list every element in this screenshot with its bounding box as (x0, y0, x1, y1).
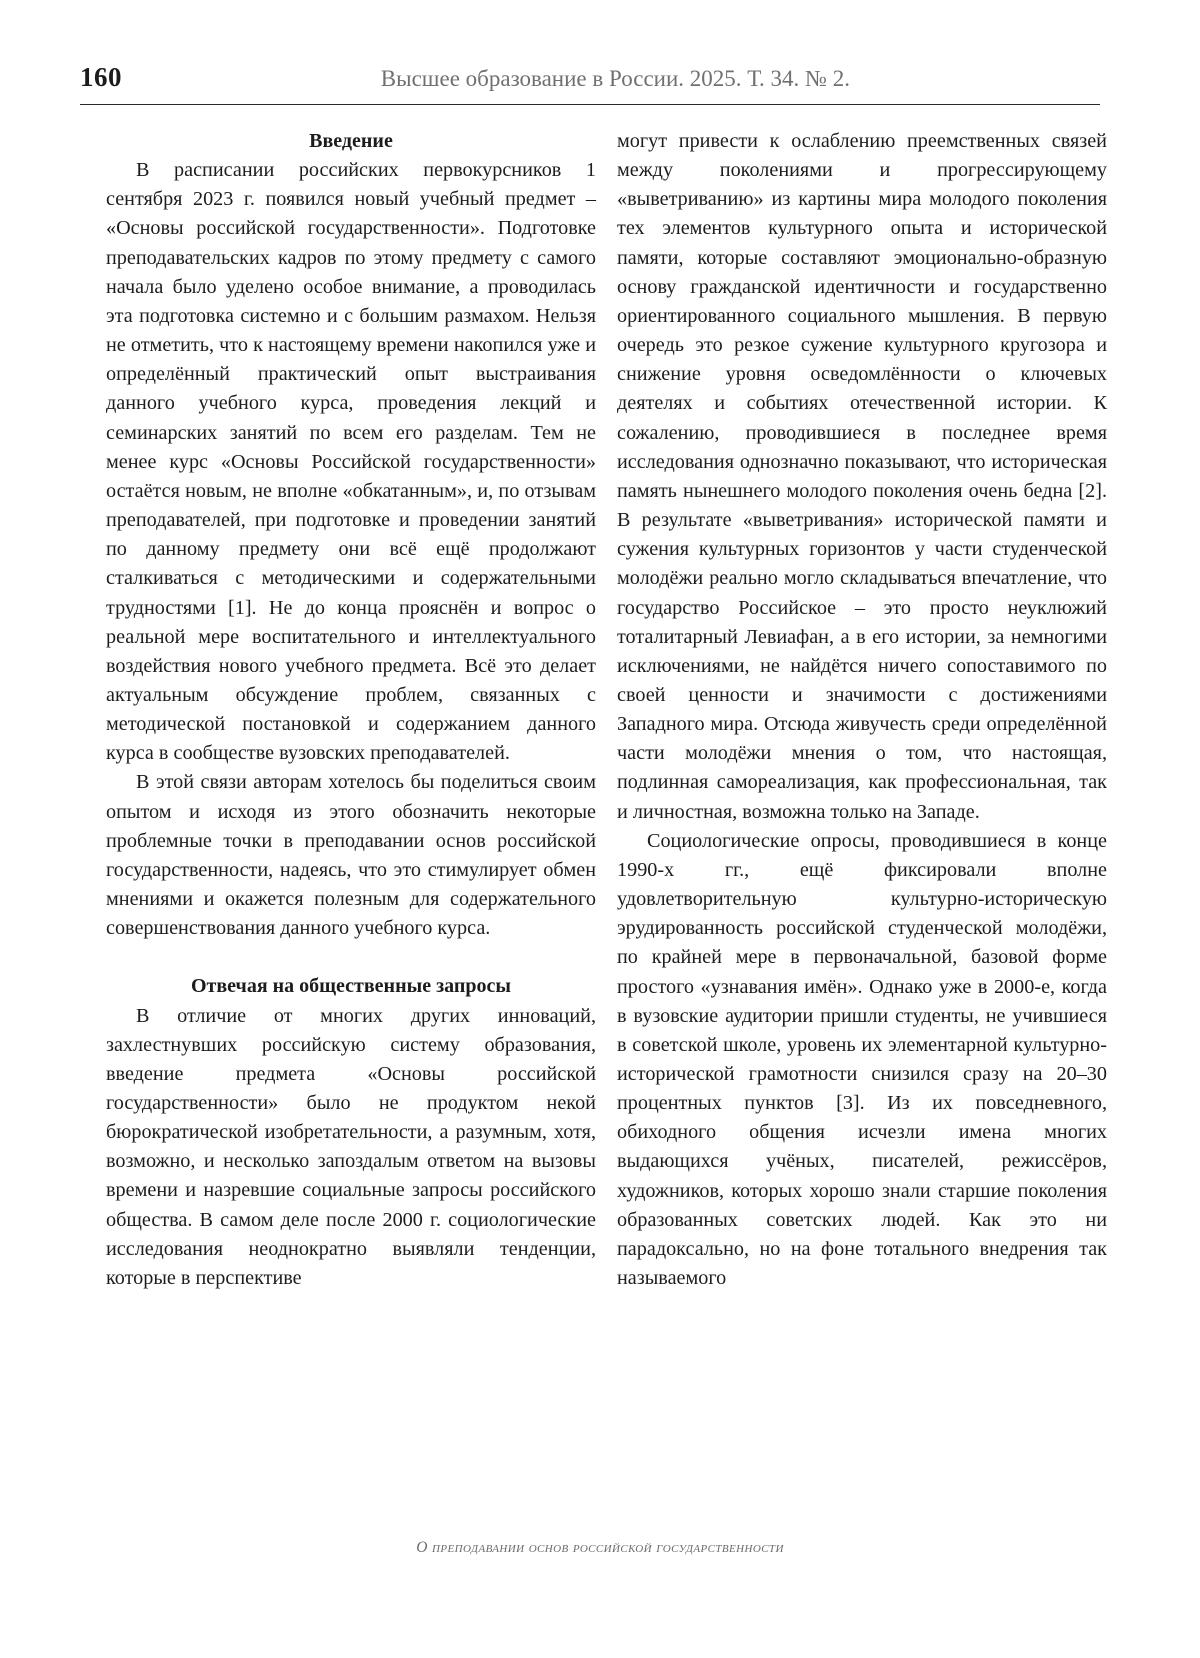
right-column (617, 127, 1107, 1293)
paragraph: В расписании российских первокурсников 1 сентября 2023 г. появился новый учебный предмет – «Основы российской государственности». Подготовке преподавательских кадров по этому предмету с самого начала было уделено особое внимание, а проводилась эта подготовка системно и с большим размахом. Нельзя не отметить, что к настоящему времени накопился уже и определённый практический опыт выстраивания данного учебного курса, проведения лекций и семинарских занятий по всем его разделам. Тем не менее курс «Основы Российской государственности» остаётся новым, не вполне «обкатанным», и, по отзывам преподавателей, при подготовке и проведении занятий по данному предмету они всё ещё продолжают сталкиваться с методическими и содержательными трудностями [1]. Не до конца прояснён и вопрос о реальной мере воспитательного и интеллектуального воздействия нового учебного предмета. Всё это делает актуальным обсуждение проблем, связанных с методической постановкой и содержанием данного курса в сообществе вузовских преподавателей. (106, 159, 596, 765)
journal-running-head: Высшее образование в России. 2025. Т. 34. № 2. (380, 66, 850, 91)
left-column (106, 127, 596, 1293)
paragraph: В этой связи авторам хотелось бы поделиться своим опытом и исходя из этого обозначить некоторые проблемные точки в преподавании основ российской государственности, надеясь, что это стимулирует обмен мнениями и окажется полезным для содержательного совершенствования данного учебного курса. (106, 771, 596, 940)
paragraph: В отличие от многих других инноваций, захлестнувших российскую систему образования, введение предмета «Основы российской государственности» было не продуктом некой бюрократической изобретательности, а разумным, хотя, возможно, и несколько запоздалым ответом на вызовы времени и назревшие социальные запросы российского общества. В самом деле после 2000 г. социологические исследования неоднократно выявляли тенденции, которые в перспективе (106, 1004, 596, 1289)
page-header (80, 58, 1100, 105)
paragraph: Социологические опросы, проводившиеся в конце 1990-х гг., ещё фиксировали вполне удовлетворительную культурно-историческую эрудированность российской студенческой молодёжи, по крайней мере в первоначальной, базовой форме простого «узнавания имён». Однако уже в 2000-е, когда в вузовские аудитории пришли студенты, не учившиеся в советской школе, уровень их элементарной культурно-исторической грамотности снизился сразу на 20–30 процентных пунктов [3]. Из их повседневного, обиходного общения исчезли имена многих выдающихся учёных, писателей, режиссёров, художников, которых хорошо знали старшие поколения образованных советских людей. Как это ни парадоксально, но на фоне тотального внедрения так называемого (617, 829, 1107, 1290)
page-number: 160 (80, 62, 122, 92)
section-heading-intro: Введение (309, 130, 393, 152)
paragraph-continued: могут привести к ослаблению преемственных связей между поколениями и прогрессирующему «выветриванию» из картины мира молодого поколения тех элементов культурного опыта и исторической памяти, которые составляют эмоционально-образную основу гражданской идентичности и государственно ориентированного социального мышления. В первую очередь это резкое сужение культурного кругозора и снижение уровня осведомлённости о ключевых деятелях и событиях отечественной истории. К сожалению, проводившиеся в последнее время исследования однозначно показывают, что историческая память нынешнего молодого поколения очень бедна [2]. В результате «выветривания» исторической памяти и сужения культурных горизонтов у части студенческой молодёжи реально могло складываться впечатление, что государство Российское – это просто неуклюжий тоталитарный Левиафан, а в его истории, за немногими исключениями, не найдётся ничего сопоставимого по своей ценности и значимости с достижениями Западного мира. Отсюда живучесть среди определённой части молодёжи мнения о том, что настоящая, подлинная самореализация, как профессиональная, так и личностная, возможна только на Западе. (617, 130, 1107, 823)
section-heading-public-requests: Отвечая на общественные запросы (190, 975, 512, 998)
article-running-footer: О преподавании основ российской государственности (416, 1539, 784, 1556)
